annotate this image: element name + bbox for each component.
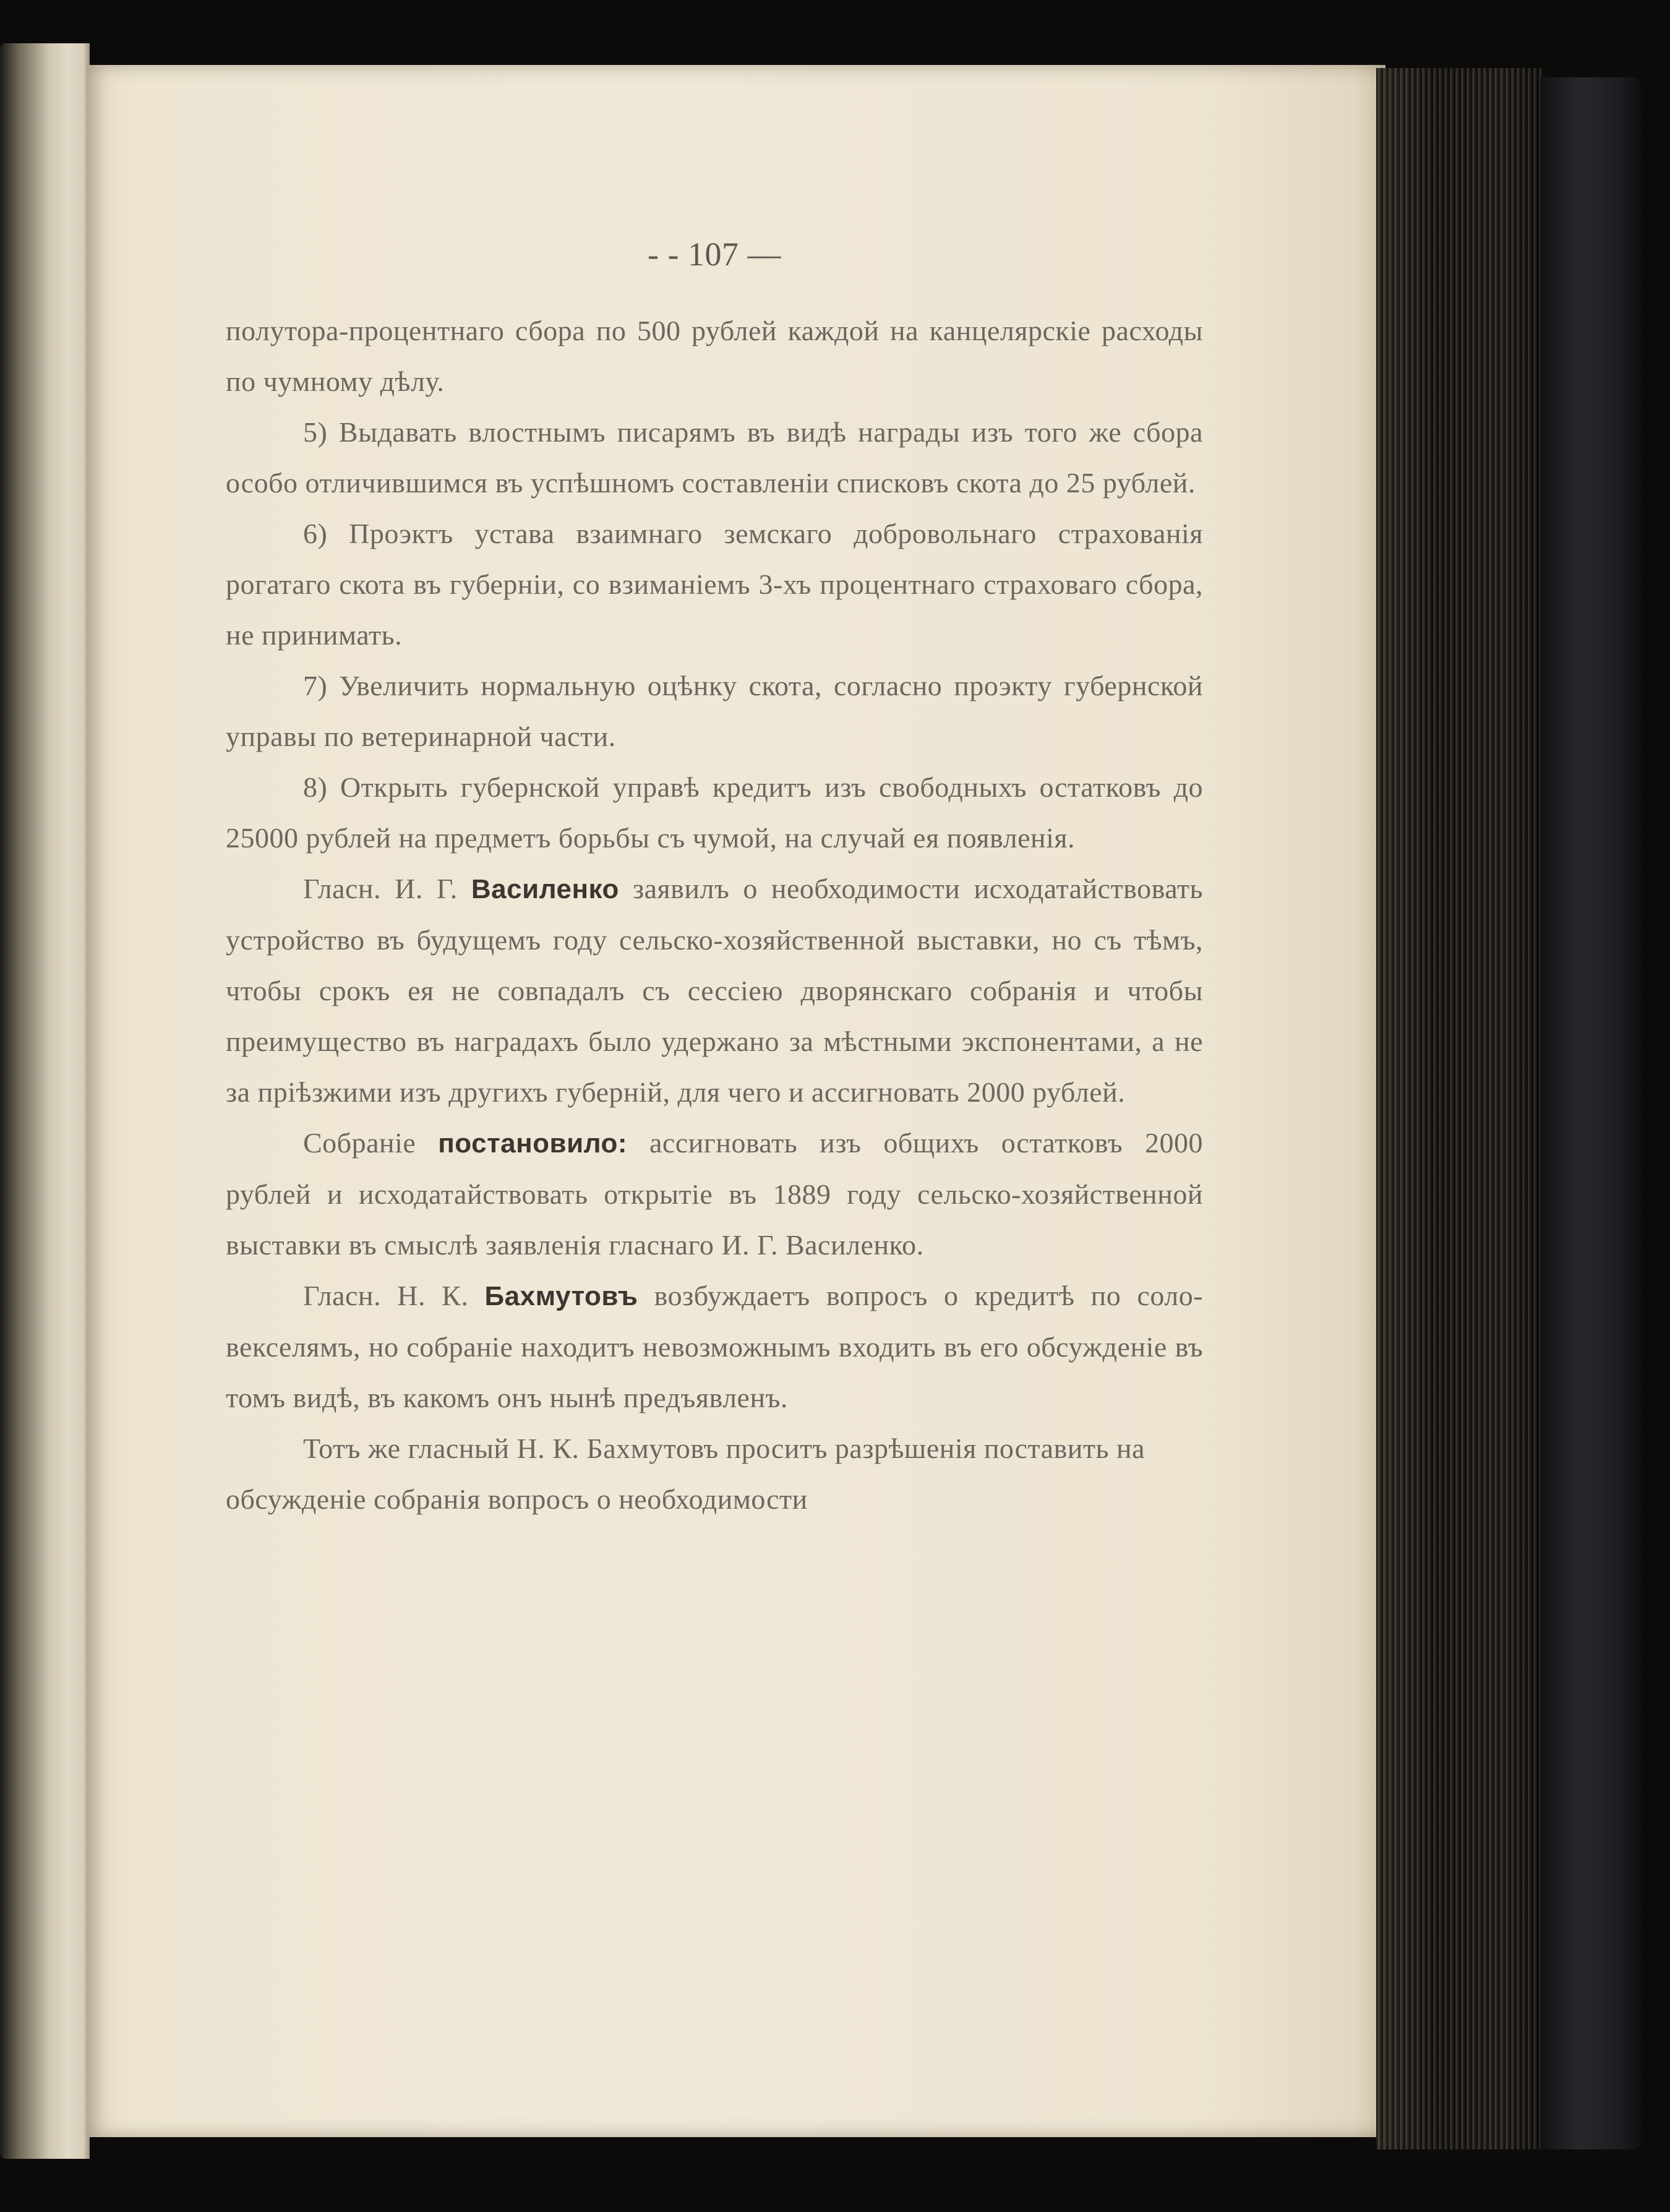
paragraph-text: полутора-процентнаго сбора по 500 рублей каждой на канцелярскіе расходы по чумному дѣлу. — [226, 315, 1203, 397]
paragraph-2 — [226, 407, 1203, 508]
paragraph-4 — [226, 661, 1203, 762]
page-number: - - 107 — — [648, 236, 781, 273]
left-page-edge — [0, 43, 90, 2159]
paragraph-6 — [226, 864, 1203, 1118]
paragraph-text: 6) Проэктъ устава взаимнаго земскаго добровольнаго страхованія рогатаго скота въ губерніи, со взиманіемъ 3-хъ процентнаго страховаго сбора, не принимать. — [226, 518, 1203, 651]
resolution-keyword: постановило: — [438, 1128, 628, 1159]
paragraph-3 — [226, 508, 1203, 661]
paragraph-prefix: Гласн. И. Г. — [303, 873, 458, 904]
paragraph-text: возбуждаетъ вопросъ о кредитѣ по соло-векселямъ, но собраніе находитъ невозможнымъ входить въ его обсужденіе въ томъ видѣ, въ какомъ онъ нынѣ предъявленъ. — [226, 1280, 1204, 1413]
paragraph-text: ассигновать изъ общихъ остатковъ 2000 рублей и исходатайствовать открытіе въ 1889 году сельско-хозяйственной выставки въ смыслѣ заявленія гласнаго И. Г. Василенко. — [226, 1127, 1204, 1261]
paragraph-9 — [226, 1423, 1203, 1525]
paragraph-1 — [226, 306, 1203, 407]
speaker-name: Бахмутовъ — [484, 1281, 638, 1311]
paragraph-prefix: Гласн. Н. К. — [303, 1280, 469, 1311]
paragraph-prefix: Собраніе — [303, 1127, 416, 1159]
speaker-name: Василенко — [471, 874, 619, 904]
paragraph-text: заявилъ о необходимости исходатайствовать устройство въ будущемъ году сельско-хозяйственной выставки, но съ тѣмъ, чтобы срокъ ея не совпадалъ съ сессіею дворянскаго собранія и чтобы преимущество въ наградахъ было удержано за мѣстными экспонентами, а не за пріѣзжими изъ другихъ губерній, для чего и ассигновать 2000 рублей. — [226, 873, 1203, 1108]
paragraph-text: 8) Открыть губернской управѣ кредитъ изъ свободныхъ остатковъ до 25000 рублей на предметъ борьбы съ чумой, на случай ея появленія. — [226, 771, 1203, 854]
page-text — [226, 235, 1203, 1525]
paragraph-7 — [226, 1118, 1203, 1271]
paragraph-5 — [226, 762, 1203, 864]
paragraph-8 — [226, 1271, 1203, 1423]
paragraph-text: 5) Выдавать влостнымъ писарямъ въ видѣ награды изъ того же сбора особо отличившимся въ успѣшномъ составленіи списковъ скота до 25 рублей. — [226, 416, 1203, 499]
page-edges-stack — [1376, 68, 1543, 2150]
paragraph-text: Тотъ же гласный Н. К. Бахмутовъ проситъ разрѣшенія поставить на обсужденіе собранія вопросъ о необходимости — [226, 1433, 1145, 1515]
book-cover-edge — [1540, 77, 1642, 2150]
paragraph-text: 7) Увеличить нормальную оцѣнку скота, согласно проэкту губернской управы по ветеринарной части. — [226, 670, 1203, 752]
